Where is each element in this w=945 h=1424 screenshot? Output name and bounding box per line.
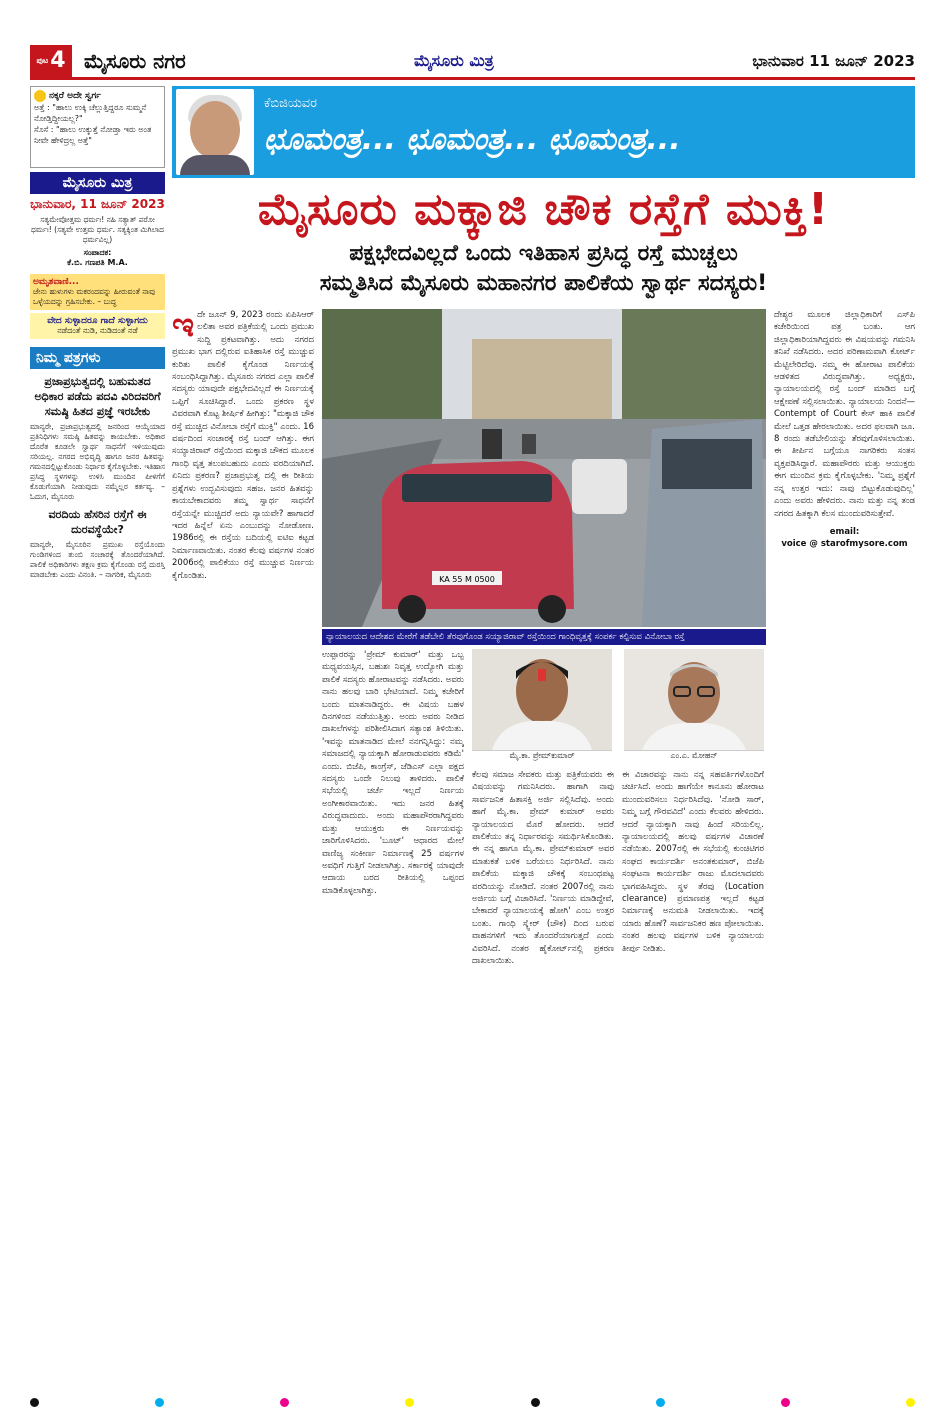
joke-box xyxy=(30,86,165,168)
registration-dot xyxy=(781,1398,790,1407)
amrutavani-box xyxy=(30,274,165,310)
letter-body: ಮಾನ್ಯರೇ, ಪ್ರಜಾಪ್ರಭುತ್ವದಲ್ಲಿ ಜನರಿಂದ ಆಯ್ಕೆಯಾದ ಪ್ರತಿನಿಧಿಗಳು ಸಮಷ್ಠಿ ಹಿತವನ್ನು ಕಾಯಬೇಕು. ಅಧಿಕಾರ ದೊರೆತ ಕೂಡಲೇ ಸ್ವಾರ್ಥ ಸಾಧನೆಗೆ ಇಳಿಯುವುದು ಸರಿಯಲ್ಲ. ನಗರದ ಅಭಿವೃದ್ಧಿ ಹಾಗೂ ಜನರ ಹಿತವನ್ನು ಗಮನದಲ್ಲಿಟ್ಟುಕೊಂಡು ನಿರ್ಧಾರ ಕೈಗೊಳ್ಳಬೇಕು. ಇತಿಹಾಸ ಪ್ರಸಿದ್ಧ ಸ್ಥಳಗಳನ್ನು ಉಳಿಸಿ ಮುಂದಿನ ಪೀಳಿಗೆಗೆ ಕೊಡುಗೆಯಾಗಿ ನೀಡುವುದು ನಮ್ಮೆಲ್ಲರ ಕರ್ತವ್ಯ. – ಓದುಗ, ಮೈಸೂರು xyxy=(30,422,165,501)
email-address[interactable]: voice @ starofmysore.com xyxy=(781,539,908,550)
masthead-logo: ಮೈಸೂರು ಮಿತ್ರ xyxy=(414,50,494,70)
street-photo xyxy=(322,309,766,627)
proverb-title: ವೇದ ಸುಳ್ಳಾದರೂ ಗಾದೆ ಸುಳ್ಳಾಗದು xyxy=(47,316,148,326)
article-column xyxy=(322,649,464,1399)
issue-date: ಭಾನುವಾರ 11 ಜೂನ್ 2023 xyxy=(752,51,915,70)
column-banner xyxy=(172,86,915,178)
article-column xyxy=(622,769,764,1399)
registration-dot xyxy=(405,1398,414,1407)
joke-line: ಸೊಸೆ : "ಹಾಲು ಉಕ್ಕುತ್ತೆ ನೋಡ್ತಾ ಇರು ಅಂತ ನೀವೇ ಹೇಳಿದ್ರಲ್ಲ ಅತ್ತೆ" xyxy=(34,125,152,145)
registration-dot xyxy=(280,1398,289,1407)
section-name: ಮೈಸೂರು ನಗರ xyxy=(84,48,186,73)
column-text: ಈ ವಿಚಾರವನ್ನು ನಾನು ನನ್ನ ಸಹವರ್ತಿಗಳೊಂದಿಗೆ ಚರ್ಚಿಸಿದೆ. ಅಂದು ಹಾಗೆಯೇ ಕಾನೂನು ಹೋರಾಟ ಮುಂದುವರಿಸಲು ನಿರ್ಧರಿಸಿದೆವು. 'ನೋಡಿ ಸಾರ್, ನಿಮ್ಮ ಬಗ್ಗೆ ಗೌರವವಿದೆ' ಎಂದು ಕೆಲವರು ಹೇಳಿದರು. ಆದರೆ ನ್ಯಾಯಕ್ಕಾಗಿ ನಾವು ಹಿಂದೆ ಸರಿಯಲಿಲ್ಲ. ನ್ಯಾಯಾಲಯದಲ್ಲಿ ಹಲವು ವರ್ಷಗಳ ವಿಚಾರಣೆ ನಡೆಯಿತು. 2007ರಲ್ಲಿ ಈ ಸಭೆಯಲ್ಲಿ ಕುಂಚಿಟಿಗರ ಸಂಘದ ಕಾರ್ಯದರ್ಶಿ ಅನಂತಕುಮಾರ್, ಬಿಜೆಪಿ ಸಂಘಟನಾ ಕಾರ್ಯದರ್ಶಿ ರಾಜು ಮೊದಲಾದವರು ಭಾಗವಹಿಸಿದ್ದರು. ಸ್ಥಳ ತೆರವು (Location clearance) ಪ್ರಮಾಣಪತ್ರ ಇಲ್ಲದೆ ಕಟ್ಟಡ ನಿರ್ಮಾಣಕ್ಕೆ ಅನುಮತಿ ನೀಡಲಾಯಿತು. ಇದಕ್ಕೆ ಯಾರು ಹೊಣೆ? ಸಾರ್ವಜನಿಕರ ಹಣ ಪೋಲಾಯಿತು. ನಂತರ ಹಲವು ವರ್ಷಗಳ ಬಳಿಕ ನ್ಯಾಯಾಲಯ ತೀರ್ಪು ನೀಡಿತು. xyxy=(622,770,764,954)
amrutavani-title: ಅಮೃತವಾಣಿ... xyxy=(33,277,79,287)
letter-body: ಮಾನ್ಯರೇ, ಮೈಸೂರಿನ ಪ್ರಮುಖ ರಸ್ತೆಯೊಂದು ಗುಂಡಿಗಳಿಂದ ತುಂಬಿ ಸಂಚಾರಕ್ಕೆ ತೊಂದರೆಯಾಗಿದೆ. ಪಾಲಿಕೆ ಅಧಿಕಾರಿಗಳು ತಕ್ಷಣ ಕ್ರಮ ಕೈಗೊಂಡು ರಸ್ತೆ ದುರಸ್ತಿ ಮಾಡಬೇಕು ಎಂದು ವಿನಂತಿ. – ನಾಗರಿಕ, ಮೈಸೂರು xyxy=(30,540,165,579)
page-number: 4 xyxy=(50,48,66,73)
person-photo xyxy=(624,649,764,750)
article-column xyxy=(172,309,314,1399)
main-article xyxy=(172,86,915,1399)
mugshot-mohan xyxy=(624,649,764,764)
letter-title: ಪ್ರಜಾಪ್ರಭುತ್ವದಲ್ಲಿ ಬಹುಮತದ ಅಧಿಕಾರ ಪಡೆದು ಪದವಿ ವಿರಿದವರಿಗೆ ಸಮಷ್ಠಿ ಹಿತದ ಪ್ರಜ್ಞೆ ಇರಬೇಕು xyxy=(34,375,161,418)
sidebar-tagline: ಸತ್ಯಮೇವೋತ್ತಮ ಧರ್ಮಃ! ನಹಿ ಸತ್ಯಾತ್ ಪರೋ ಧರ್ಮಃ! (ಸತ್ಯವೇ ಉತ್ತಮ ಧರ್ಮ. ಸತ್ಯಕ್ಕಿಂತ ಮಿಗಿಲಾದ ಧರ್ಮವಿಲ್ಲ) xyxy=(31,215,164,244)
letter-title: ವರದಿಯ ಹೆಸರಿನ ರಸ್ತೆಗೆ ಈ ದುರವಸ್ಥೆಯೇ? xyxy=(48,508,147,536)
article-body xyxy=(172,309,915,1399)
page-header xyxy=(30,44,915,80)
article-subhead xyxy=(172,239,915,299)
amrutavani-text: ಜೇನು ಹುಳುಗಳು ಮಕರಂದವನ್ನು ಹೀರುವಂತೆ ನಾವು ಒಳ್ಳೆಯದನ್ನು ಗ್ರಹಿಸಬೇಕು. – ಬುದ್ಧ xyxy=(33,287,156,306)
left-sidebar xyxy=(30,86,165,1386)
registration-dot xyxy=(906,1398,915,1407)
column-text: ಕೆಲವು ಸಮಾಜ ಸೇವಕರು ಮತ್ತು ಪತ್ರಿಕೆಯವರು ಈ ವಿಷಯವನ್ನು ಗಮನಿಸಿದರು. ಹಾಗಾಗಿ ನಾವು ಸಾರ್ವಜನಿಕ ಹಿತಾಸಕ್ತಿ ಅರ್ಜಿ ಸಲ್ಲಿಸಿದೆವು. ಅಂದು ಹಾಗೆ ಮೈ.ಕಾ. ಪ್ರೇಮ್ ಕುಮಾರ್ ಅವರು ನ್ಯಾಯಾಲಯದ ಮೊರೆ ಹೋದರು. ಆದರೆ ಪಾಲಿಕೆಯು ತನ್ನ ನಿರ್ಧಾರವನ್ನು ಸಮರ್ಥಿಸಿಕೊಂಡಿತು. ಈ ನನ್ನ ಹಾಗೂ ಮೈ.ಕಾ. ಪ್ರೇಮ್‌ಕುಮಾರ್ ಅವರ ಮಾತುಕತೆ ಬಳಿಕ ಬರೆಯಲು ನಿರ್ಧರಿಸಿದೆ. ನಾನು ಪಾಲಿಕೆಯ ಮಕ್ಕಾಜಿ ಚೌಕಕ್ಕೆ ಸಂಬಂಧಪಟ್ಟ ವರದಿಯನ್ನು ನೋಡಿದೆ. ನಂತರ 2007ರಲ್ಲಿ ನಾನು ಅರ್ಜಿಯ ಬಗ್ಗೆ ವಿಚಾರಿಸಿದೆ. 'ನಿರ್ಣಯ ಮಾಡಿದ್ದೇವೆ, ಬೇಕಾದರೆ ನ್ಯಾಯಾಲಯಕ್ಕೆ ಹೋಗಿ' ಎಂಬ ಉತ್ತರ ಬಂತು. ಗಾಂಧಿ ಸ್ಕ್ವೇರ್ (ಚೌಕ) ದಿಂದ ಬರುವ ವಾಹನಗಳಿಗೆ ಇದು ತೊಂದರೆಯಾಗುತ್ತದೆ ಎಂದು ವಿವರಿಸಿದೆ. ನಂತರ ಹೈಕೋರ್ಟ್‌ನಲ್ಲಿ ಪ್ರಕರಣ ದಾಖಲಾಯಿತು. xyxy=(472,770,614,967)
smiley-icon xyxy=(34,90,46,102)
subhead-line: ಪಕ್ಷಭೇದವಿಲ್ಲದೆ ಒಂದು ಇತಿಹಾಸ ಪ್ರಸಿದ್ಧ ರಸ್ತೆ ಮುಚ್ಚಲು xyxy=(349,241,738,266)
registration-dot xyxy=(531,1398,540,1407)
article-column xyxy=(472,769,614,1399)
editor-name: ಕೆ.ಬಿ. ಗಣಪತಿ M.A. xyxy=(67,258,128,267)
column-text: ದೇ ಜೂನ್ 9, 2023 ರಂದು ಏಪಿಸಿಆರ್ ಲಲಿತಾ ಅವರ ಪತ್ರಿಕೆಯಲ್ಲಿ ಒಂದು ಪ್ರಮುಖ ಸುದ್ದಿ ಪ್ರಕಟವಾಗಿತ್ತು. ಅದು ನಗರದ ಪ್ರಮುಖ ಭಾಗ ದಲ್ಲಿರುವ ಐತಿಹಾಸಿಕ ರಸ್ತೆ ಮುಚ್ಚುವ ಕುರಿತು ಪಾಲಿಕೆ ಕೈಗೊಂಡ ನಿರ್ಣಯಕ್ಕೆ ಸಂಬಂಧಿಸಿದ್ದಾಗಿತ್ತು. ಮೈಸೂರು ನಗರದ ಎಲ್ಲಾ ಪಾಲಿಕೆ ಸದಸ್ಯರು ಯಾವುದೇ ಪಕ್ಷಭೇದವಿಲ್ಲದೆ ಈ ನಿರ್ಣಯಕ್ಕೆ ಒಪ್ಪಿಗೆ ಸೂಚಿಸಿದ್ದಾರೆ. ಒಂದು ಪ್ರಕರಣ ಸ್ಥಳ ವಿವರವಾಗಿ ಕೊಟ್ಟ ಶೀರ್ಷಿಕೆ ಹೀಗಿತ್ತು: "ಮಕ್ಕಾಜಿ ಚೌಕ ರಸ್ತೆ ಮುಚ್ಚಿದ ವಿನೋಬಾ ರಸ್ತೆಗೆ ಮುಕ್ತಿ" ಎಂದು. 16 ವರ್ಷದಿಂದ ಸಂಚಾರಕ್ಕೆ ರಸ್ತೆ ಬಂದ್ ಆಗಿತ್ತು. ಈಗ ಸಯ್ಯಾಜಿರಾವ್ ರಸ್ತೆಯಿಂದ ಮಕ್ಕಾಜಿ ಚೌಕದ ಮೂಲಕ ಗಾಂಧಿ ವೃತ್ತ ತಲುಪಬಹುದು ಎಂದು ವರದಿಯಾಗಿದೆ. ಏನಿದು ಪ್ರಕರಣ? ಪ್ರಜಾಪ್ರಭುತ್ವ ದಲ್ಲಿ ಈ ರೀತಿಯ ಪ್ರಶ್ನೆಗಳು ಉದ್ಭವಿಸುವುದು ಸಹಜ. ಜನರ ಹಿತವನ್ನು ಕಾಯಬೇಕಾದವರು ತಮ್ಮ ಸ್ವಾರ್ಥ ಸಾಧನೆಗೆ ರಸ್ತೆಯನ್ನೇ ಮುಚ್ಚಿದರೆ ಅದು ನ್ಯಾಯವೇ? ಹಾಗಾದರೆ ಇದರ ಹಿನ್ನೆಲೆ ಏನು ಎಂಬುದನ್ನು ನೋಡೋಣ. 1986ರಲ್ಲಿ ಈ ರಸ್ತೆಯ ಬದಿಯಲ್ಲಿ ಐಟಿಐ ಕಟ್ಟಡ ನಿರ್ಮಾಣವಾಯಿತು. ನಂತರ ಕೆಲವು ವರ್ಷಗಳ ನಂತರ 2006ರಲ್ಲಿ ಪಾಲಿಕೆಯು ರಸ್ತೆ ಮುಚ್ಚುವ ನಿರ್ಣಯ ಕೈಗೊಂಡಿತು. xyxy=(172,310,314,581)
joke-title xyxy=(34,90,161,102)
registration-marks xyxy=(30,1396,915,1408)
person-photo xyxy=(472,649,612,750)
mugshot-caption: ಎಂ.ಎ. ಮೋಹನ್ xyxy=(624,750,764,764)
sidebar-date: ಭಾನುವಾರ, 11 ಜೂನ್ 2023 xyxy=(30,197,165,211)
proverb-box xyxy=(30,313,165,339)
columnist-name: ಕೆಬಿಜಿಯವರ xyxy=(264,96,317,111)
joke-title-text: ನಕ್ಕರೆ ಅದೇ ಸ್ವರ್ಗ xyxy=(49,90,101,101)
drop-cap: ಇ xyxy=(172,309,195,345)
columnist-portrait xyxy=(176,89,254,175)
article-headline: ಮೈಸೂರು ಮಕ್ಕಾಜಿ ಚೌಕ ರಸ್ತೆಗೆ ಮುಕ್ತಿ! xyxy=(257,184,830,235)
number-plate: KA 55 M 0500 xyxy=(439,575,495,584)
registration-dot xyxy=(656,1398,665,1407)
street-photo-image xyxy=(322,309,766,627)
registration-dot xyxy=(30,1398,39,1407)
mugshot-premkumar xyxy=(472,649,612,764)
editor-label-text: ಸಂಪಾದಕ: xyxy=(83,248,112,257)
page-prefix: ಪುಟ xyxy=(36,55,49,65)
subhead-line: ಸಮ್ಮತಿಸಿದ ಮೈಸೂರು ಮಹಾನಗರ ಪಾಲಿಕೆಯ ಸ್ವಾರ್ಥ ಸದಸ್ಯರು! xyxy=(319,271,768,296)
mugshot-caption: ಮೈ.ಕಾ. ಪ್ರೇಮ್‌ಕುಮಾರ್ xyxy=(472,750,612,764)
joke-line: ಅತ್ತೆ : "ಹಾಲು ಉಕ್ಕಿ ಚೆಲ್ಲುತ್ತಿದ್ದರೂ ಸುಮ್ಮನೆ ನೋಡ್ತಿದ್ದೀಯಲ್ಲ?" xyxy=(34,103,147,123)
column-text: ದೇಶ್ಯರ ಮೂಲಕ ಜಿಲ್ಲಾಧಿಕಾರಿಗೆ ಎಸ್‌ಪಿ ಕಚೇರಿಯಿಂದ ಪತ್ರ ಬಂತು. ಆಗ ಜಿಲ್ಲಾಧಿಕಾರಿಯಾಗಿದ್ದವರು ಈ ವಿಷಯವನ್ನು ಗಮನಿಸಿ ತನಿಖೆ ನಡೆಸಿದರು. ಅದರ ಪರಿಣಾಮವಾಗಿ ಕೋರ್ಟ್ ಮೆಟ್ಟಿಲೇರಿದೆವು. ನಮ್ಮ ಈ ಹೋರಾಟ ಪಾಲಿಕೆಯ ಆಡಳಿತದ ವಿರುದ್ಧವಾಗಿತ್ತು. ಅಧ್ಯಕ್ಷರು, ನ್ಯಾಯಾಲಯದಲ್ಲಿ ರಸ್ತೆ ಬಂದ್ ಮಾಡಿದ ಬಗ್ಗೆ ಆಕ್ಷೇಪಣೆ ಸಲ್ಲಿಸಲಾಯಿತು. ನ್ಯಾಯಾಲಯ ನಿಂದನೆ—Contempt of Court ಕೇಸ್ ಹಾಕಿ ಪಾಲಿಕೆ ಮೇಲೆ ಒತ್ತಡ ಹೇರಲಾಯಿತು. ಅದರ ಫಲವಾಗಿ ಜೂ. 8 ರಂದು ತಡೆಬೇಲಿಯನ್ನು ತೆರವುಗೊಳಿಸಲಾಯಿತು. ಈ ತೀರ್ಪಿನ ಬಗ್ಗೆಯೂ ನಾಗರಿಕರು ಸಂತಸ ವ್ಯಕ್ತಪಡಿಸಿದ್ದಾರೆ. ಮಹಾಪೌರರು ಮತ್ತು ಆಯುಕ್ತರು ಈಗ ಮುಂದಿನ ಕ್ರಮ ಕೈಗೊಳ್ಳಬೇಕು. 'ನಿಮ್ಮ ಪ್ರಶ್ನೆಗೆ ನನ್ನ ಉತ್ತರ ಇದು: ನಾವು ಬಿಟ್ಟುಕೊಡುವುದಿಲ್ಲ' ಎಂದು ಅವರು ಹೇಳಿದರು. ನಾನು ಮತ್ತು ನನ್ನ ತಂಡ ನಗರದ ಹಿತಕ್ಕಾಗಿ ಕೆಲಸ ಮುಂದುವರಿಸುತ್ತೇವೆ. xyxy=(774,310,915,519)
column-title: ಛೂಮಂತ್ರ... ಛೂಮಂತ್ರ... ಛೂಮಂತ್ರ... xyxy=(264,122,681,157)
column-text: ಉಪ್ಪಾರರನ್ನು 'ಪ್ರೇಮ್ ಕುಮಾರ್' ಮತ್ತು ಒಬ್ಬ ಮಧ್ಯವಯಸ್ಸಿನ, ಬಹುಶಃ ನಿವೃತ್ತ ಉದ್ಯೋಗಿ ಮತ್ತು ಪಾಲಿಕೆ ಸದಸ್ಯರು ಹೋರಾಟವನ್ನು ನಡೆಸಿದರು. ಅವರು ನಾನು ಹಲವು ಬಾರಿ ಭೇಟಿಯಾದೆ. ನಿಮ್ಮ ಕಚೇರಿಗೆ ಬಂದು ಮಾತನಾಡಿದ್ದರು. ಈ ವಿಷಯ ಬಹಳ ದಿನಗಳಿಂದ ನಡೆಯುತ್ತಿತ್ತು. ಅಂದು ಅವರು ನೀಡಿದ ದಾಖಲೆಗಳನ್ನು ಪರಿಶೀಲಿಸಿದಾಗ ಸತ್ಯಾಂಶ ತಿಳಿಯಿತು. 'ಇವನ್ನು ಮಾತನಾಡಿದ ಮೇಲೆ ನನಗನ್ನಿಸಿದ್ದು: ನಮ್ಮ ಸಮಾಜದಲ್ಲಿ ನ್ಯಾಯಕ್ಕಾಗಿ ಹೋರಾಡುವವರು ಕಡಿಮೆ' ಎಂದು. ಬಿಜೆಪಿ, ಕಾಂಗ್ರೆಸ್, ಜೆಡಿಎಸ್ ಎಲ್ಲಾ ಪಕ್ಷದ ಸದಸ್ಯರು ಒಂದೇ ನಿಲುವು ತಾಳಿದರು. ಪಾಲಿಕೆ ಸಭೆಯಲ್ಲಿ ಚರ್ಚೆ ಇಲ್ಲದೆ ನಿರ್ಣಯ ಅಂಗೀಕಾರವಾಯಿತು. ಇದು ಜನರ ಹಿತಕ್ಕೆ ವಿರುದ್ಧವಾದುದು. ಅಂದು ಮಹಾಪೌರರಾಗಿದ್ದವರು ಮತ್ತು ಆಯುಕ್ತರು ಈ ನಿರ್ಣಯವನ್ನು ಜಾರಿಗೊಳಿಸಿದರು. 'ಬೂಟ್' ಆಧಾರದ ಮೇಲೆ ವಾಣಿಜ್ಯ ಸಂಕೀರ್ಣ ನಿರ್ಮಾಣಕ್ಕೆ 25 ವರ್ಷಗಳ ಅವಧಿಗೆ ಗುತ್ತಿಗೆ ನೀಡಲಾಗಿತ್ತು. ಸರ್ಕಾರಕ್ಕೆ ಯಾವುದೇ ಆದಾಯ ಬರದ ರೀತಿಯಲ್ಲಿ ಒಪ್ಪಂದ ಮಾಡಿಕೊಳ್ಳಲಾಗಿತ್ತು. xyxy=(322,650,464,896)
letters-section-heading: ನಿಮ್ಮ ಪತ್ರಗಳು xyxy=(30,347,165,369)
registration-dot xyxy=(155,1398,164,1407)
sidebar-masthead: ಮೈಸೂರು ಮಿತ್ರ xyxy=(30,172,165,194)
email-label: email: xyxy=(829,526,860,537)
proverb-text: ನಡೆದಂತೆ ನುಡಿ, ನುಡಿದಂತೆ ನಡೆ xyxy=(57,326,138,335)
article-column xyxy=(774,309,915,1399)
editor-label xyxy=(30,248,165,268)
photo-caption: ನ್ಯಾಯಾಲಯದ ಆದೇಶದ ಮೇರೆಗೆ ತಡೆಬೇಲಿ ತೆರವುಗೊಂಡ ಸಯ್ಯಾಜಿರಾವ್ ರಸ್ತೆಯಿಂದ ಗಾಂಧಿವೃತ್ತಕ್ಕೆ ಸಂಪರ್ಕ ಕಲ್ಪಿಸುವ ವಿನೋಬಾ ರಸ್ತೆ xyxy=(322,629,766,645)
page-number-badge xyxy=(30,45,72,77)
